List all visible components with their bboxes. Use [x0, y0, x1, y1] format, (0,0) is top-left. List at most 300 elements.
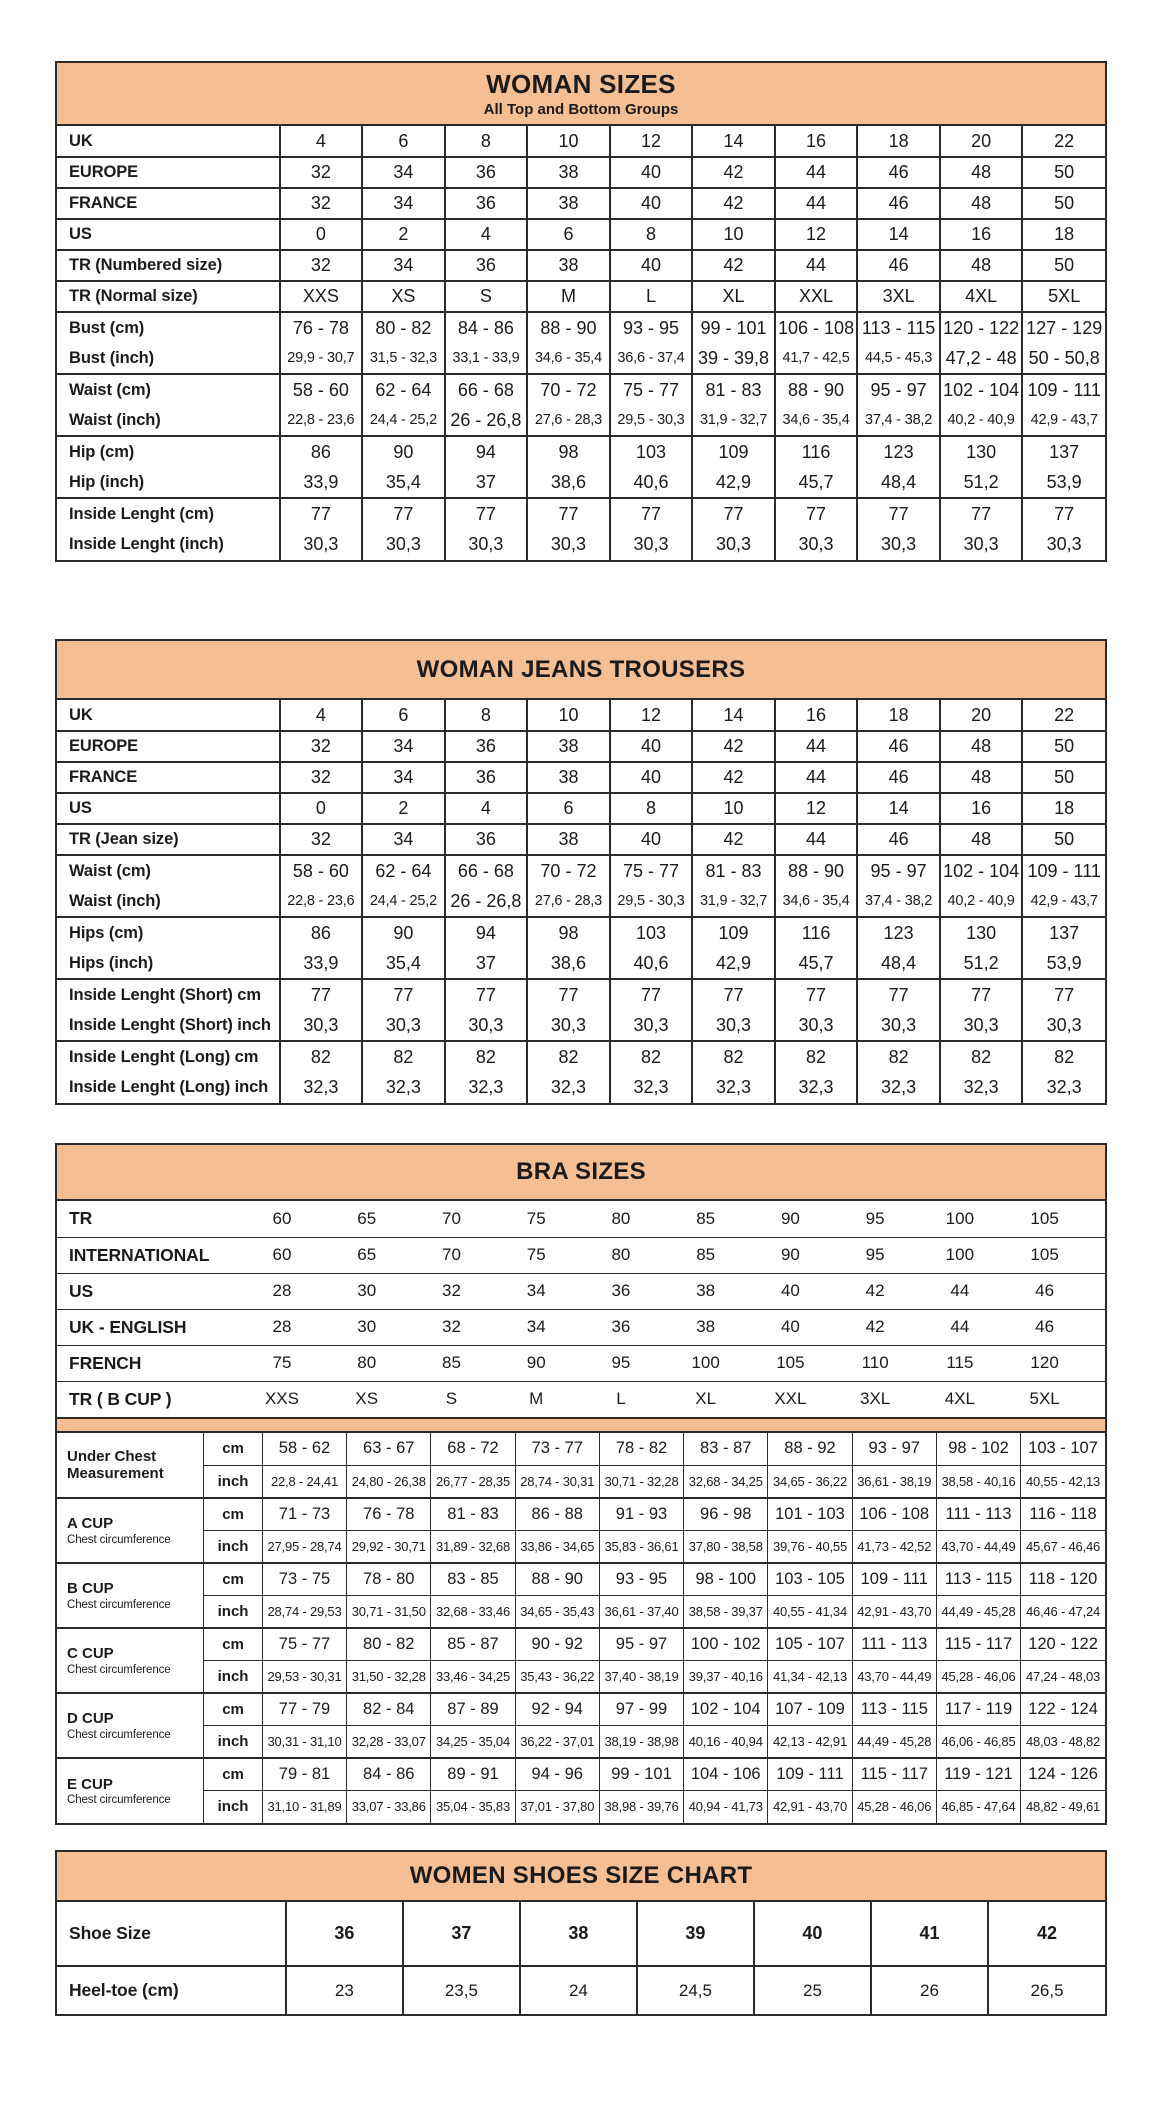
value-cell: 109 [692, 917, 775, 948]
value-cell: 26 [871, 1966, 988, 2014]
value-cell: 4XL [940, 281, 1023, 312]
value-cell: 62 - 64 [362, 855, 445, 886]
value-cell: 77 [445, 498, 528, 529]
value-cell: 38,6 [527, 467, 610, 498]
value-cell: 75 [512, 1237, 597, 1273]
row-under-chest-measurement-cm [57, 1433, 1105, 1465]
value-cell: 38 [527, 731, 610, 762]
value-cell: 82 [445, 1041, 528, 1072]
value-cell: 45,28 - 46,06 [936, 1660, 1020, 1693]
value-cell: 77 [610, 979, 693, 1010]
value-cell: 50 [1022, 250, 1105, 281]
row-us [57, 219, 1105, 250]
value-cell: 28 [258, 1273, 343, 1309]
value-cell: 40,55 - 42,13 [1021, 1465, 1105, 1498]
value-cell: 77 [362, 979, 445, 1010]
value-cell: 80 - 82 [362, 312, 445, 343]
value-cell: 41,34 - 42,13 [768, 1660, 852, 1693]
value-cell: 40 [610, 824, 693, 855]
value-cell: 12 [775, 793, 858, 824]
value-cell: 4 [445, 219, 528, 250]
value-cell: 28,74 - 30,31 [515, 1465, 599, 1498]
value-cell: 42 [692, 250, 775, 281]
value-cell: 34 [362, 824, 445, 855]
row-waist-inch [57, 405, 1105, 436]
value-cell: M [527, 281, 610, 312]
value-cell: 109 - 111 [1022, 374, 1105, 405]
value-cell: 38,6 [527, 948, 610, 979]
value-cell: 42 [692, 157, 775, 188]
value-cell: 44 [775, 188, 858, 219]
row-bust-inch [57, 343, 1105, 374]
value-cell: 58 - 60 [280, 855, 363, 886]
value-cell: 35,4 [362, 948, 445, 979]
value-cell: 77 [280, 979, 363, 1010]
value-cell: 84 - 86 [445, 312, 528, 343]
row-label: Waist (inch) [69, 410, 161, 429]
value-cell: 48 [940, 188, 1023, 219]
value-cell: 80 [597, 1237, 682, 1273]
value-cell: 113 - 115 [936, 1563, 1020, 1595]
value-cell: 102 - 104 [940, 374, 1023, 405]
value-cell: 4XL [936, 1381, 1021, 1417]
value-cell: 44,49 - 45,28 [936, 1595, 1020, 1628]
value-cell: 31,89 - 32,68 [431, 1530, 515, 1563]
value-cell: 76 - 78 [347, 1498, 431, 1530]
woman-sizes-grid [57, 126, 1105, 560]
shoes-grid [57, 1902, 1105, 2014]
value-cell: 48,4 [857, 467, 940, 498]
value-cell: 111 - 113 [936, 1498, 1020, 1530]
row-uk [57, 126, 1105, 157]
value-cell: 48 [940, 731, 1023, 762]
value-cell: 32,3 [445, 1072, 528, 1103]
value-cell: 30,3 [857, 1010, 940, 1041]
value-cell: 18 [1022, 793, 1105, 824]
value-cell: 45,28 - 46,06 [852, 1790, 936, 1823]
value-cell: 30,3 [527, 1010, 610, 1041]
value-cell: 30,3 [362, 1010, 445, 1041]
jeans-header [57, 641, 1105, 700]
value-cell: 40 [754, 1902, 871, 1966]
cup-sublabel-text: Chest circumference [67, 1663, 171, 1676]
value-cell: 62 - 64 [362, 374, 445, 405]
value-cell: 77 [857, 979, 940, 1010]
value-cell: 81 - 83 [692, 374, 775, 405]
row-uk [57, 700, 1105, 731]
value-cell: 63 - 67 [347, 1433, 431, 1465]
value-cell: 29,5 - 30,3 [610, 405, 693, 436]
value-cell: 82 [940, 1041, 1023, 1072]
bra-sizes-section [55, 1143, 1107, 1825]
value-cell: 50 [1022, 188, 1105, 219]
value-cell: 40,2 - 40,9 [940, 886, 1023, 917]
value-cell: 30 [342, 1273, 427, 1309]
value-cell: 39 - 39,8 [692, 343, 775, 374]
value-cell: 93 - 95 [599, 1563, 683, 1595]
row-label: Inside Lenght (Long) cm [57, 1041, 280, 1072]
value-cell: 100 [681, 1345, 766, 1381]
row-label: US [57, 219, 280, 250]
value-cell: 30,3 [857, 529, 940, 560]
value-cell: 36 [286, 1902, 403, 1966]
value-cell: 42 [851, 1273, 936, 1309]
value-cell: 31,5 - 32,3 [362, 343, 445, 374]
value-cell: 30,3 [280, 529, 363, 560]
value-cell: 30,3 [1022, 1010, 1105, 1041]
value-cell: 36 [597, 1273, 682, 1309]
row-tr-b-cup [57, 1381, 1105, 1417]
value-cell: 48,82 - 49,61 [1021, 1790, 1105, 1823]
value-cell: 30,3 [445, 529, 528, 560]
row-label: Inside Lenght (inch) [69, 535, 224, 553]
value-cell: 38,58 - 39,37 [684, 1595, 768, 1628]
value-cell: 20 [940, 126, 1023, 157]
value-cell: 42,9 - 43,7 [1022, 405, 1105, 436]
value-cell: 109 - 111 [852, 1563, 936, 1595]
value-cell: 92 - 94 [515, 1693, 599, 1725]
value-cell: 35,4 [362, 467, 445, 498]
value-cell: 16 [775, 126, 858, 157]
value-cell: 32,3 [857, 1072, 940, 1103]
value-cell: 42 [692, 824, 775, 855]
value-cell: 18 [1022, 219, 1105, 250]
value-cell: 85 [427, 1345, 512, 1381]
value-cell: 22 [1022, 126, 1105, 157]
value-cell: 82 [610, 1041, 693, 1072]
value-cell: 77 [280, 498, 363, 529]
value-cell: 78 - 82 [599, 1433, 683, 1465]
cup-label [57, 1693, 204, 1758]
unit-cm-cell: cm [204, 1758, 263, 1790]
row-label: US [57, 1273, 258, 1309]
row-label: Waist (cm) [57, 374, 280, 405]
value-cell: 31,9 - 32,7 [692, 886, 775, 917]
value-cell: 6 [362, 700, 445, 731]
value-cell: 30,31 - 31,10 [262, 1725, 346, 1758]
value-cell: 60 [272, 1208, 292, 1228]
row-hip-cm [57, 436, 1105, 467]
value-cell: 46 [857, 731, 940, 762]
value-cell: 42,91 - 43,70 [768, 1790, 852, 1823]
value-cell: 38 [681, 1273, 766, 1309]
value-cell: XXL [766, 1381, 851, 1417]
value-cell: 82 - 84 [347, 1693, 431, 1725]
value-cell: 42 [692, 731, 775, 762]
row-bust-cm [57, 312, 1105, 343]
value-cell: 50 [1022, 762, 1105, 793]
value-cell: 70 - 72 [527, 855, 610, 886]
value-cell: 91 - 93 [599, 1498, 683, 1530]
cup-label-text: C CUP [67, 1645, 114, 1663]
value-cell: 24,4 - 25,2 [362, 405, 445, 436]
row-label: Hip (inch) [69, 472, 145, 491]
value-cell: 34,6 - 35,4 [775, 405, 858, 436]
value-cell: 80 - 82 [347, 1628, 431, 1660]
value-cell: 14 [857, 793, 940, 824]
value-cell: 40 [610, 250, 693, 281]
value-cell: 37 [445, 948, 528, 979]
value-cell: 0 [280, 219, 363, 250]
value-cell: 97 - 99 [599, 1693, 683, 1725]
value-cell: 75 [526, 1208, 546, 1228]
value-cell: 77 [610, 498, 693, 529]
value-cell: 34 [362, 157, 445, 188]
row-label: TR (Jean size) [57, 824, 280, 855]
value-cell: 122 - 124 [1021, 1693, 1105, 1725]
value-cell: 85 - 87 [431, 1628, 515, 1660]
value-cell: 82 [775, 1041, 858, 1072]
value-cell: 30,3 [610, 1010, 693, 1041]
value-cell: 3XL [857, 281, 940, 312]
value-cell: 41,73 - 42,52 [852, 1530, 936, 1563]
value-cell: 38 [527, 188, 610, 219]
value-cell: 43,70 - 44,49 [936, 1530, 1020, 1563]
value-cell: 102 - 104 [940, 855, 1023, 886]
value-cell: 120 - 122 [1021, 1628, 1105, 1660]
value-cell: 98 [527, 436, 610, 467]
row-us [57, 1273, 1105, 1309]
value-cell: 89 - 91 [431, 1758, 515, 1790]
value-cell: 88 - 90 [527, 312, 610, 343]
value-cell: 80 [611, 1208, 631, 1228]
value-cell: 123 [857, 436, 940, 467]
value-cell: 42,9 - 43,7 [1022, 886, 1105, 917]
value-cell: 36,61 - 37,40 [599, 1595, 683, 1628]
value-cell: 40 [610, 731, 693, 762]
value-cell: 77 [362, 498, 445, 529]
value-cell: 23,5 [403, 1966, 520, 2014]
value-cell: 71 - 73 [262, 1498, 346, 1530]
row-hips-cm [57, 917, 1105, 948]
value-cell: 30,3 [940, 529, 1023, 560]
value-cell: 88 - 92 [768, 1433, 852, 1465]
value-cell: 48,4 [857, 948, 940, 979]
value-cell: 10 [527, 700, 610, 731]
value-cell: 40,6 [610, 467, 693, 498]
value-cell: 46 [1020, 1273, 1105, 1309]
value-cell: 77 - 79 [262, 1693, 346, 1725]
value-cell: 8 [610, 793, 693, 824]
value-cell: 32,68 - 33,46 [431, 1595, 515, 1628]
bra-cup-grid [57, 1433, 1105, 1823]
value-cell: 34 [362, 250, 445, 281]
value-cell: 98 - 102 [936, 1433, 1020, 1465]
value-cell: 38,58 - 40,16 [936, 1465, 1020, 1498]
row-label: Hips (cm) [57, 917, 280, 948]
value-cell: 29,5 - 30,3 [610, 886, 693, 917]
value-cell: 109 [692, 436, 775, 467]
row-label: Bust (inch) [69, 348, 155, 367]
value-cell: 87 - 89 [431, 1693, 515, 1725]
value-cell: 25 [754, 1966, 871, 2014]
value-cell: 32 [427, 1309, 512, 1345]
value-cell: 36 [445, 157, 528, 188]
value-cell: 137 [1022, 917, 1105, 948]
value-cell: 39 [637, 1902, 754, 1966]
value-cell: 90 [780, 1208, 800, 1228]
value-cell: 98 - 100 [684, 1563, 768, 1595]
row-inside-lenght-short-inch [57, 1010, 1105, 1041]
cup-label-text: A CUP [67, 1515, 114, 1533]
value-cell: 77 [692, 979, 775, 1010]
value-cell: 40,94 - 41,73 [684, 1790, 768, 1823]
value-cell: 35,83 - 36,61 [599, 1530, 683, 1563]
value-cell: 24 [520, 1966, 637, 2014]
value-cell: 85 [681, 1237, 766, 1273]
row-inside-lenght-short-cm [57, 979, 1105, 1010]
value-cell: 46 [1020, 1309, 1105, 1345]
value-cell: 33,07 - 33,86 [347, 1790, 431, 1823]
value-cell: 37,40 - 38,19 [599, 1660, 683, 1693]
value-cell: 33,9 [280, 467, 363, 498]
value-cell: 90 - 92 [515, 1628, 599, 1660]
value-cell: 44 [775, 762, 858, 793]
value-cell: 137 [1022, 436, 1105, 467]
bra-header [57, 1145, 1105, 1201]
value-cell: 32,3 [610, 1072, 693, 1103]
row-waist-cm [57, 855, 1105, 886]
value-cell: 103 [610, 436, 693, 467]
value-cell: 68 - 72 [431, 1433, 515, 1465]
value-cell: 77 [527, 498, 610, 529]
value-cell: XS [342, 1381, 427, 1417]
value-cell: 44,5 - 45,3 [857, 343, 940, 374]
row-c-cup-cm [57, 1628, 1105, 1660]
value-cell: 32,3 [940, 1072, 1023, 1103]
value-cell: 115 [936, 1345, 1021, 1381]
value-cell: 44,49 - 45,28 [852, 1725, 936, 1758]
row-heel-toe-cm [57, 1966, 1105, 2014]
value-cell: 100 [936, 1237, 1021, 1273]
value-cell: 37,01 - 37,80 [515, 1790, 599, 1823]
value-cell: 86 [280, 436, 363, 467]
value-cell: 6 [527, 219, 610, 250]
value-cell: 33,9 [280, 948, 363, 979]
value-cell: 124 - 126 [1021, 1758, 1105, 1790]
value-cell: 30,3 [940, 1010, 1023, 1041]
value-cell: 88 - 90 [775, 374, 858, 405]
value-cell: 130 [940, 436, 1023, 467]
value-cell: 46 [857, 762, 940, 793]
value-cell: 32 [280, 762, 363, 793]
value-cell: 37 [403, 1902, 520, 1966]
unit-inch-cell: inch [204, 1465, 263, 1498]
unit-cm-cell: cm [204, 1693, 263, 1725]
value-cell: 22,8 - 24,41 [262, 1465, 346, 1498]
row-a-cup-inch [57, 1530, 1105, 1563]
value-cell: 33,46 - 34,25 [431, 1660, 515, 1693]
value-cell: 40,2 - 40,9 [940, 405, 1023, 436]
row-waist-inch [57, 886, 1105, 917]
row-label: EUROPE [57, 157, 280, 188]
value-cell: 34,25 - 35,04 [431, 1725, 515, 1758]
cup-sublabel-text: Chest circumference [67, 1728, 171, 1741]
value-cell: 40 [610, 762, 693, 793]
value-cell: 48 [940, 250, 1023, 281]
value-cell: 14 [692, 126, 775, 157]
value-cell: 35,04 - 35,83 [431, 1790, 515, 1823]
value-cell: 23 [286, 1966, 403, 2014]
value-cell: 27,95 - 28,74 [262, 1530, 346, 1563]
value-cell: 24,4 - 25,2 [362, 886, 445, 917]
value-cell: 46,46 - 47,24 [1021, 1595, 1105, 1628]
value-cell: 113 - 115 [852, 1693, 936, 1725]
row-label: UK - ENGLISH [57, 1309, 258, 1345]
value-cell: 36,61 - 38,19 [852, 1465, 936, 1498]
value-cell: 26 - 26,8 [445, 886, 528, 917]
value-cell: 44 [775, 731, 858, 762]
table-title: BRA SIZES [516, 1158, 646, 1185]
value-cell: 99 - 101 [599, 1758, 683, 1790]
row-hip-inch [57, 467, 1105, 498]
value-cell: 41,7 - 42,5 [775, 343, 858, 374]
value-cell: 77 [1022, 979, 1105, 1010]
row-d-cup-cm [57, 1693, 1105, 1725]
value-cell: 42,13 - 42,91 [768, 1725, 852, 1758]
value-cell: 18 [857, 126, 940, 157]
value-cell: 96 - 98 [684, 1498, 768, 1530]
value-cell: 77 [527, 979, 610, 1010]
value-cell: 123 [857, 917, 940, 948]
value-cell: 48 [940, 824, 1023, 855]
value-cell: 127 - 129 [1022, 312, 1105, 343]
value-cell: 65 [342, 1237, 427, 1273]
row-label: TR (Numbered size) [57, 250, 280, 281]
row-b-cup-inch [57, 1595, 1105, 1628]
value-cell: 30,3 [527, 529, 610, 560]
value-cell: 38 [527, 824, 610, 855]
value-cell: 30,3 [362, 529, 445, 560]
value-cell: 36 [445, 762, 528, 793]
row-label: Waist (inch) [69, 891, 161, 910]
value-cell: 39,76 - 40,55 [768, 1530, 852, 1563]
value-cell: 51,2 [940, 467, 1023, 498]
value-cell: XXL [775, 281, 858, 312]
row-label: FRENCH [57, 1345, 258, 1381]
cup-label [57, 1563, 204, 1628]
value-cell: 70 [427, 1237, 512, 1273]
cup-label-text: Under Chest Measurement [67, 1447, 164, 1482]
row-label: Waist (cm) [57, 855, 280, 886]
value-cell: 77 [445, 979, 528, 1010]
value-cell: 77 [775, 498, 858, 529]
value-cell: 10 [527, 126, 610, 157]
value-cell: 5XL [1022, 281, 1105, 312]
value-cell: 38,19 - 38,98 [599, 1725, 683, 1758]
value-cell: 105 [1020, 1237, 1105, 1273]
value-cell: XS [362, 281, 445, 312]
value-cell: 100 [945, 1208, 975, 1228]
value-cell: 38 [520, 1902, 637, 1966]
row-label: Inside Lenght (Short) cm [57, 979, 280, 1010]
value-cell: 28 [258, 1309, 343, 1345]
value-cell: 4 [280, 126, 363, 157]
value-cell: L [610, 281, 693, 312]
value-cell: 48 [940, 762, 1023, 793]
row-inside-lenght-long-inch [57, 1072, 1105, 1103]
row-label: UK [69, 131, 93, 150]
value-cell: 103 - 105 [768, 1563, 852, 1595]
unit-cm-cell: cm [204, 1563, 263, 1595]
value-cell: 111 - 113 [852, 1628, 936, 1660]
value-cell: 12 [610, 126, 693, 157]
value-cell: 102 - 104 [684, 1693, 768, 1725]
value-cell: 86 [280, 917, 363, 948]
value-cell: 119 - 121 [936, 1758, 1020, 1790]
value-cell: 6 [527, 793, 610, 824]
value-cell: 95 [597, 1345, 682, 1381]
